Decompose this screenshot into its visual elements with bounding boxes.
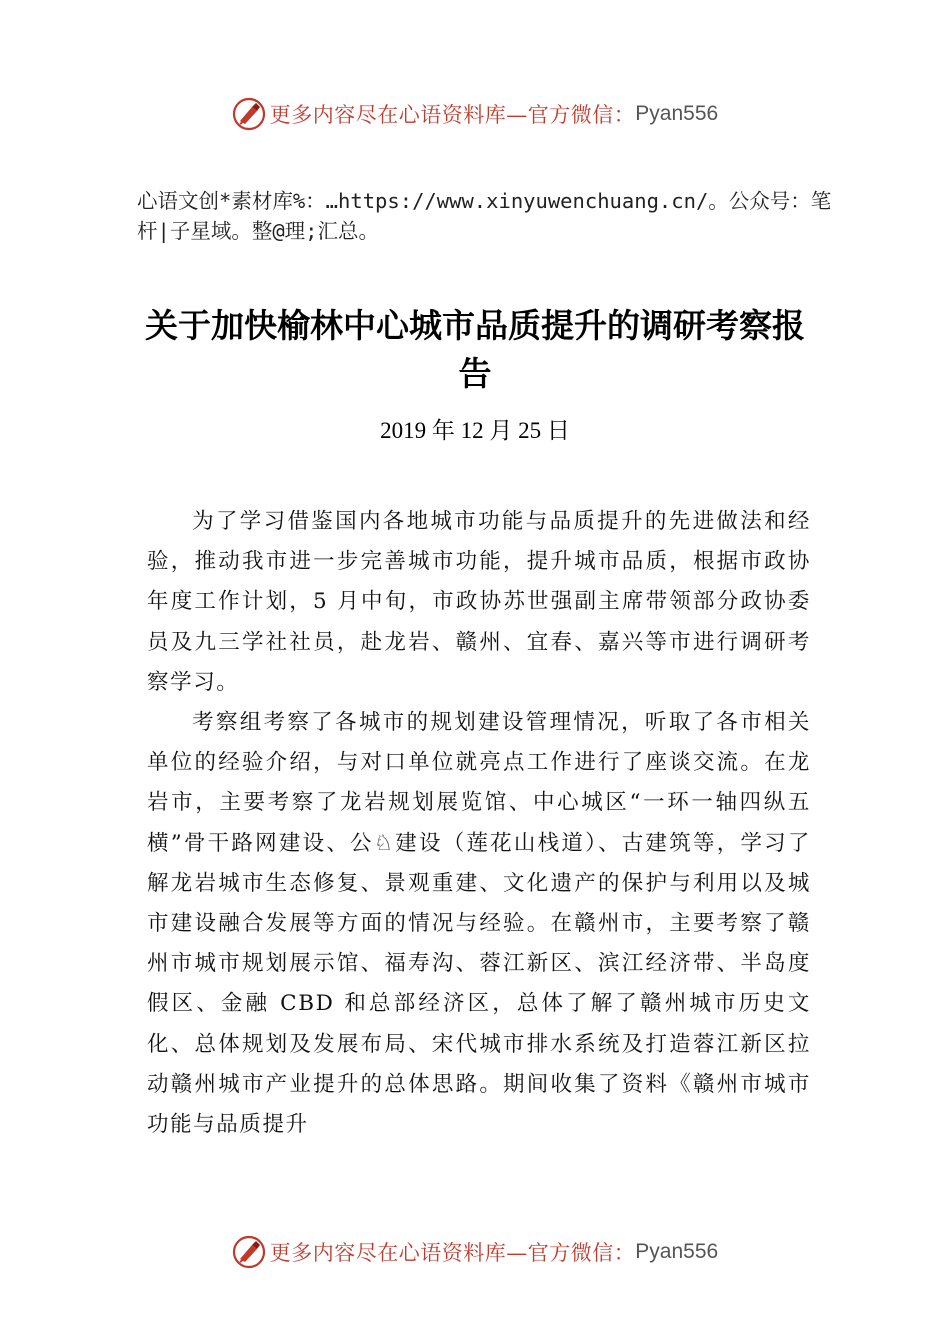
paragraph: 考察组考察了各城市的规划建设管理情况，听取了各市相关单位的经验介绍，与对口单位就亮点工作进行了座谈交流。在龙岩市，主要考察了龙岩规划展览馆、中心城区“一环一轴四纵五横”骨干路网建设、公♘建设（莲花山栈道）、古建筑等，学习了解龙岩城市生态修复、景观重建、文化遗产的保护与利用以及城市建设融合发展等方面的情况与经验。在赣州市，主要考察了赣州市城市规划展示馆、福寿沟、蓉江新区、滨江经济带、半岛度假区、金融 CBD 和总部经济区，总体了解了赣州城市历史文化、总体规划及发展布局、宋代城市排水系统及打造蓉江新区拉动赣州城市产业提升的总体思路。期间收集了资料《赣州市城市功能与品质提升 — [147, 710, 811, 1138]
pen-nib-logo-icon — [232, 1235, 266, 1269]
document-title: 关于加快榆林中心城市品质提升的调研考察报告 — [145, 306, 805, 393]
banner-text: 更多内容尽在心语资料库—官方微信： — [269, 1241, 636, 1265]
banner-wechat-id: Pyan556 — [635, 102, 719, 125]
document-body — [147, 502, 811, 1145]
paragraph: 为了学习借鉴国内各地城市功能与品质提升的先进做法和经验，推动我市进一步完善城市功能，提升城市品质，根据市政协年度工作计划，5 月中旬，市政协苏世强副主席带领部分政协委员及九三学社社员，赴龙岩、赣州、宜春、嘉兴等市进行调研考察学习。 — [147, 509, 811, 695]
pen-nib-logo-icon — [232, 97, 266, 131]
header-note: 心语文创*素材库%：…https://www.xinyuwenchuang.cn/。公众号：笔杆|子星域。整@理;汇总。 — [137, 189, 832, 243]
document-date: 2019 年 12 月 25 日 — [380, 418, 570, 443]
top-banner — [0, 92, 950, 136]
bottom-banner — [0, 1230, 950, 1274]
banner-text: 更多内容尽在心语资料库—官方微信： — [269, 103, 636, 127]
banner-wechat-id: Pyan556 — [635, 1240, 719, 1263]
